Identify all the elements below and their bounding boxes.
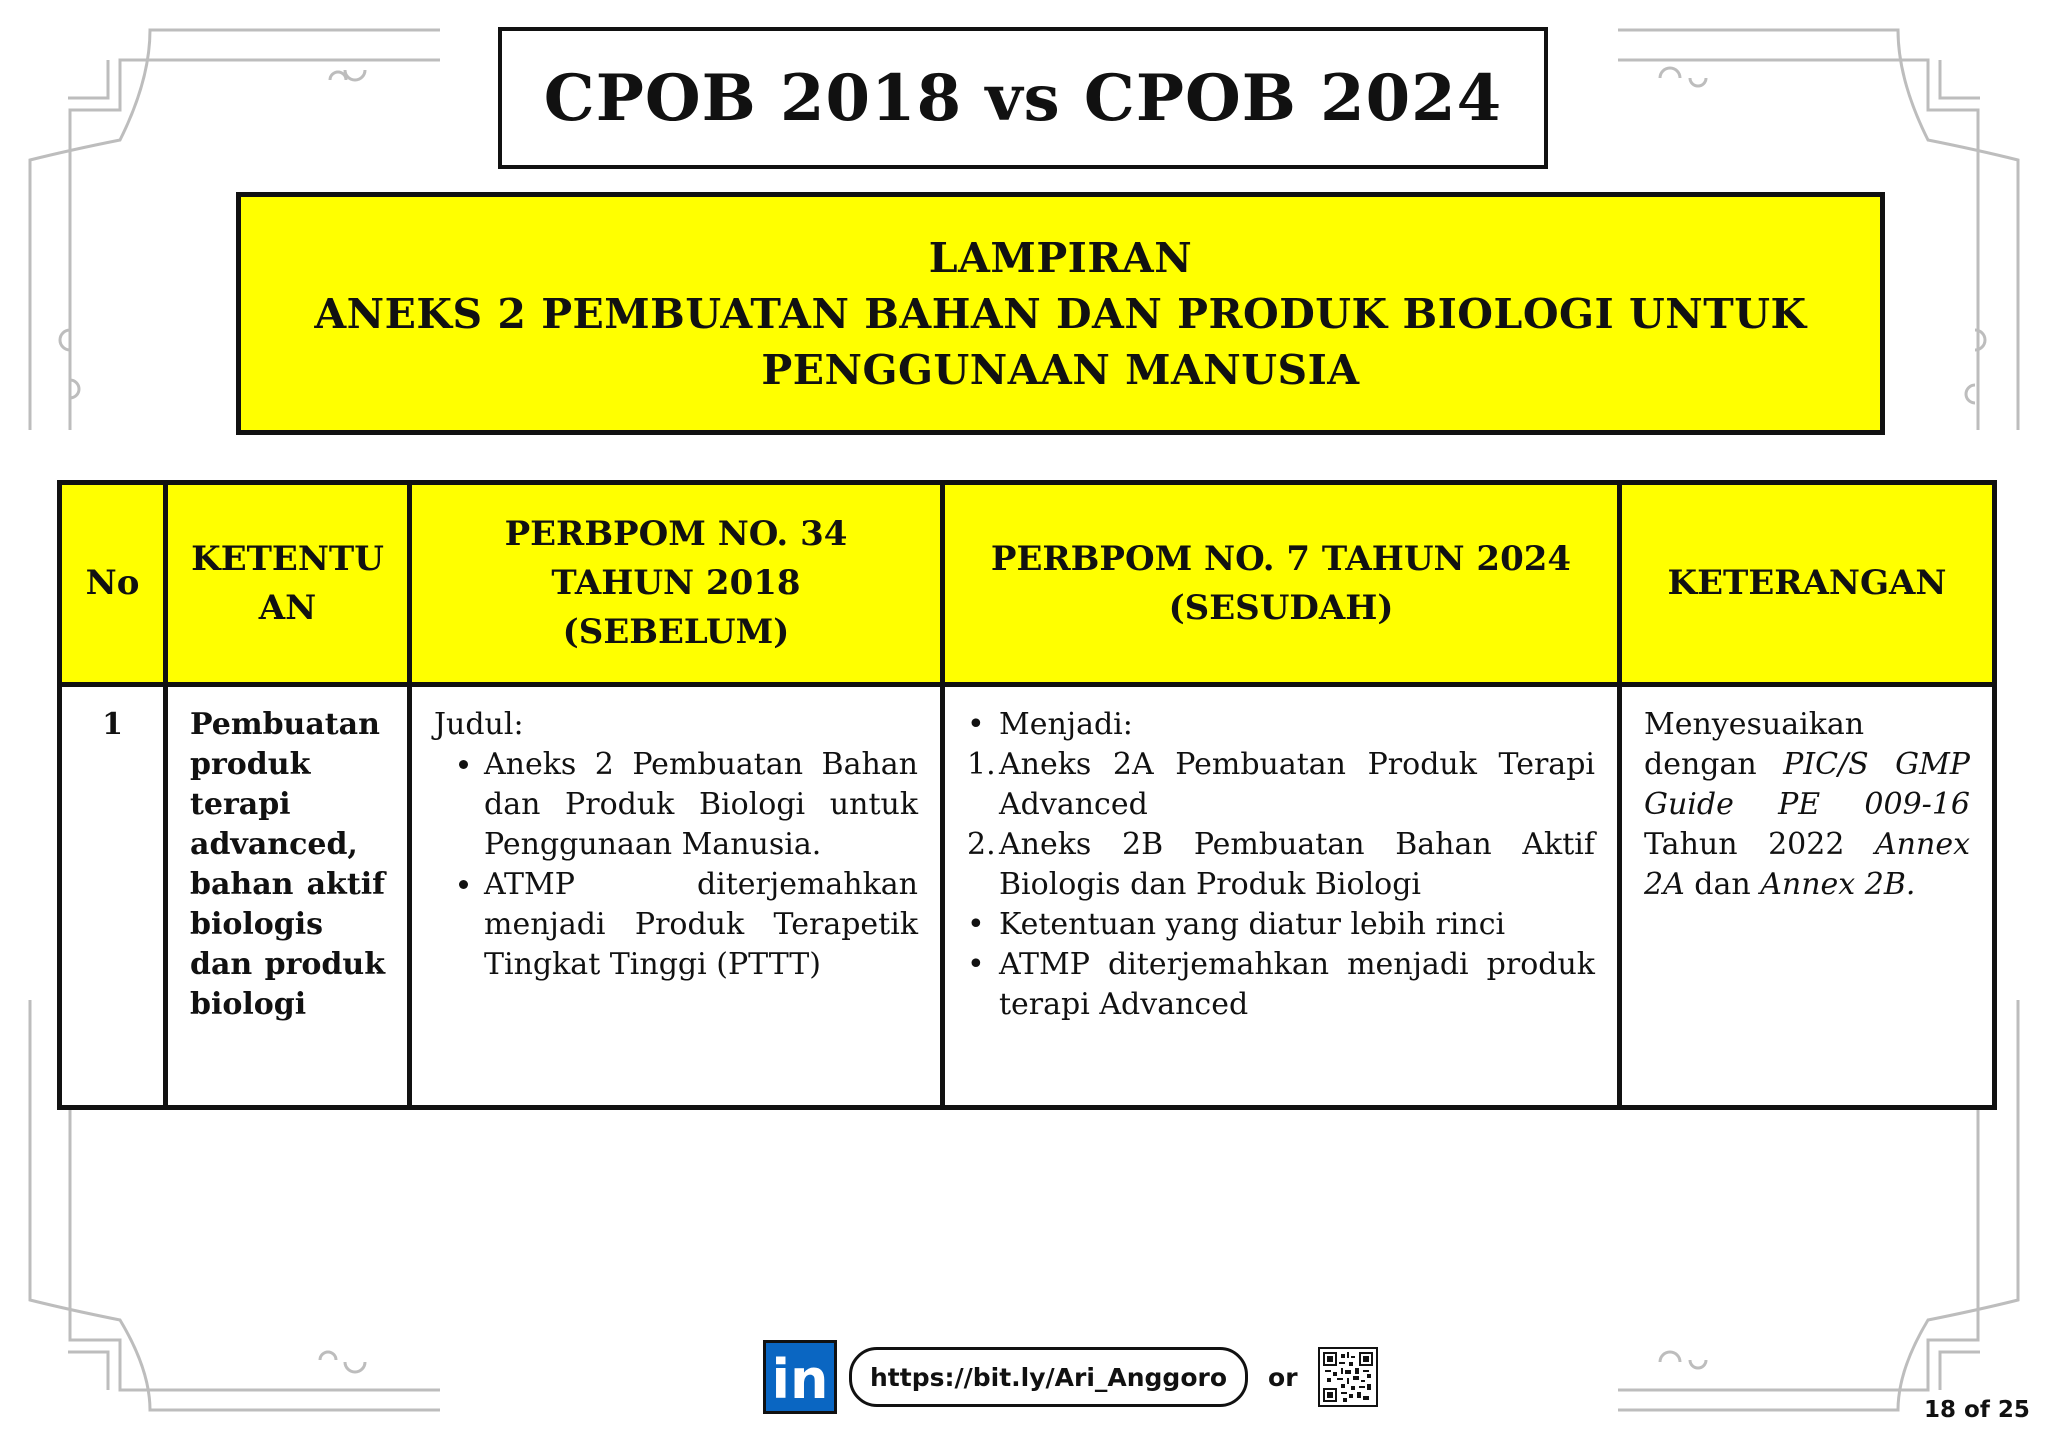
list-item [967, 945, 1595, 1025]
footer [763, 1340, 1378, 1414]
sesudah-bullet-item: ATMP diterjemahkan menjadi produk terapi Advanced [999, 947, 1595, 1022]
cell-sebelum [410, 685, 943, 1108]
header-sesudah [943, 483, 1620, 685]
sesudah-numbered-item: Aneks 2A Pembuatan Produk Terapi Advanced [999, 747, 1595, 822]
header-no: No [60, 483, 166, 685]
keterangan-text: dan [1684, 867, 1761, 902]
bullet-marker: • [967, 907, 985, 942]
keterangan-italic: Annex 2A [1644, 827, 1970, 902]
sesudah-numbered-item: Aneks 2B Pembuatan Bahan Aktif Biologis dan Produk Biologi [999, 827, 1595, 902]
list-item [967, 825, 1595, 905]
ketentuan-line: Pembuatan [190, 707, 380, 742]
ketentuan-line: dan produk [190, 947, 385, 982]
profile-link[interactable]: https://bit.ly/Ari_Anggoro [849, 1347, 1248, 1407]
ketentuan-line: advanced, [190, 827, 358, 862]
keterangan-text: Tahun 2022 [1644, 827, 1876, 862]
sebelum-list [434, 745, 918, 985]
header-keterangan: KETERANGAN [1620, 483, 1995, 685]
linkedin-logo-text: in [771, 1348, 829, 1411]
qr-code-graphic [1323, 1352, 1373, 1402]
page-title: CPOB 2018 vs CPOB 2024 [543, 60, 1503, 136]
or-label: or [1268, 1362, 1298, 1392]
sesudah-bullet-item: Ketentuan yang diatur lebih rinci [999, 907, 1506, 942]
annex-line-3: PENGGUNAAN MANUSIA [761, 345, 1360, 394]
header-ketentuan: KETENTU AN [166, 483, 410, 685]
number-marker: 1. [967, 747, 996, 782]
cell-keterangan [1620, 685, 1995, 1108]
header-sebelum-line: (SEBELUM) [562, 612, 790, 652]
ketentuan-line: terapi [190, 787, 291, 822]
number-marker: 2. [967, 827, 996, 862]
ketentuan-line: biologi [190, 987, 307, 1022]
cell-sesudah [943, 685, 1620, 1108]
header-sebelum-line: TAHUN 2018 [551, 563, 801, 603]
annex-line-2: ANEKS 2 PEMBUATAN BAHAN DAN PRODUK BIOLOGI UNTUK [314, 289, 1807, 338]
header-sesudah-line: (SESUDAH) [1168, 587, 1394, 628]
header-sesudah-line: PERBPOM NO. 7 TAHUN 2024 [990, 538, 1572, 579]
ketentuan-line: biologis [190, 907, 324, 942]
header-sebelum-line: PERBPOM NO. 34 [504, 514, 848, 554]
sesudah-intro: Menjadi: [999, 707, 1133, 742]
table-header-row [60, 483, 1995, 685]
qr-code-icon[interactable] [1318, 1347, 1378, 1407]
sebelum-intro: Judul: [434, 707, 524, 742]
list-item [967, 745, 1595, 825]
bullet-marker: • [967, 947, 985, 982]
page-number: 18 of 25 [1924, 1397, 2030, 1423]
list-item [967, 705, 1595, 745]
list-item: • ATMP diterjemahkan menjadi Produk Terapetik Tingkat Tinggi (PTTT) [484, 865, 918, 985]
annex-banner [236, 192, 1885, 435]
linkedin-icon[interactable] [763, 1340, 837, 1414]
title-box [498, 27, 1548, 169]
keterangan-italic: Annex 2B. [1760, 867, 1916, 902]
keterangan-italic: PIC/S GMP Guide PE 009-16 [1644, 747, 1970, 822]
cell-no: 1 [60, 685, 166, 1108]
header-sebelum [410, 483, 943, 685]
ketentuan-line: produk [190, 747, 311, 782]
keterangan-text: Menyesuaikan dengan [1644, 707, 1865, 782]
bullet-marker: • [967, 707, 985, 742]
sesudah-list [967, 705, 1595, 1025]
ketentuan-line: bahan aktif [190, 867, 385, 902]
comparison-table [57, 480, 1997, 1110]
list-item [967, 905, 1595, 945]
table-row [60, 685, 1995, 1108]
annex-line-1: LAMPIRAN [928, 233, 1193, 282]
list-item: • Aneks 2 Pembuatan Bahan dan Produk Biologi untuk Penggunaan Manusia. [484, 745, 918, 865]
cell-ketentuan [166, 685, 410, 1108]
